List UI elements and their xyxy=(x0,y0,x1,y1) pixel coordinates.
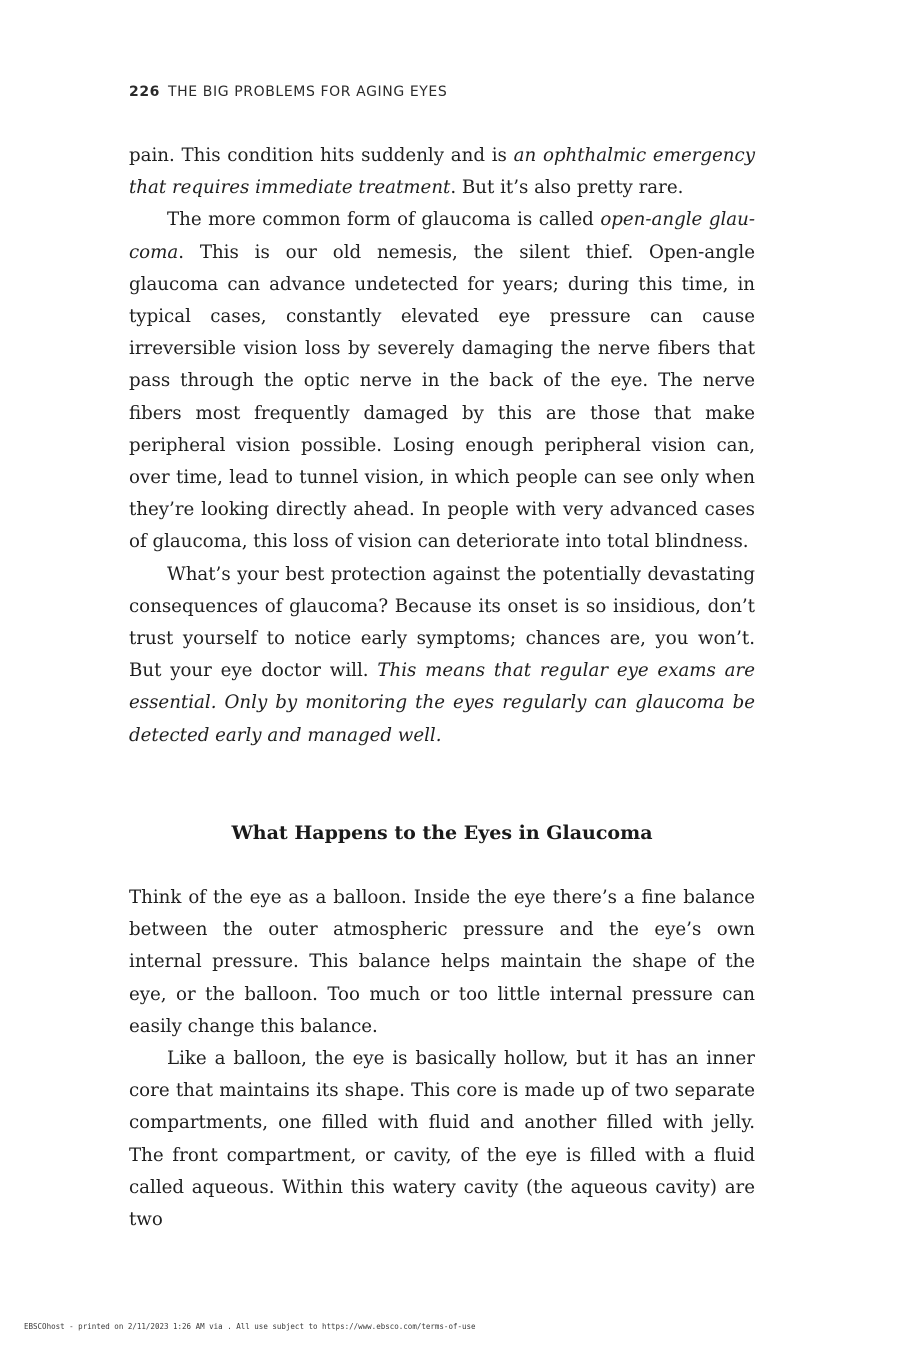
text-run: . But it’s also pretty rare. xyxy=(450,177,684,199)
paragraph xyxy=(129,140,755,204)
body-text-top xyxy=(129,140,755,752)
text-run: Think of the eye as a balloon. Inside the eye there’s a fine balance between the outer atmospheric pressure and the eye’s own internal pressure. This balance helps maintain the shape of the eye, or the balloon. Too much or too little internal pressure can easily change this balance. xyxy=(129,887,755,1037)
running-head xyxy=(129,84,447,100)
paragraph xyxy=(129,559,755,752)
italic-run: an ophthalmic emergency that requires immediate treatment xyxy=(129,145,755,199)
italic-run: open-angle glaucoma xyxy=(129,209,755,263)
text-run: Like a balloon, the eye is basically hollow, but it has an inner core that maintains its shape. This core is made up of two separate compartments, one filled with fluid and another filled with jelly. The front compartment, or cavity, of the eye is filled with a fluid called aqueous. Within this watery cavity (the aqueous cavity) are two xyxy=(129,1048,755,1231)
page-number: 226 xyxy=(129,84,161,100)
text-run: The more common form of glaucoma is called xyxy=(167,209,601,231)
body-text-bottom xyxy=(129,882,755,1236)
paragraph xyxy=(129,1043,755,1236)
text-run: What’s your best protection against the potentially devastating consequences of glaucoma? Because its onset is so insidious, don’t trust yourself to notice early symptoms; chances are, you won’t. But your eye doctor will. xyxy=(129,563,755,682)
paragraph xyxy=(129,882,755,1043)
paragraph xyxy=(129,204,755,558)
print-footer: EBSCOhost - printed on 2/11/2023 1:26 AM via . All use subject to https://www.ebsco.com/terms-of-use xyxy=(24,1322,476,1331)
text-run: . This is our old nemesis, the silent thief. Open-angle glaucoma can advance undetected for years; during this time, in typical cases, constantly elevated eye pressure can cause irreversible vision loss by severely damaging the nerve fibers that pass through the optic nerve in the back of the eye. The nerve fibers most frequently damaged by this are those that make peripheral vision possible. Losing enough peripheral vision can, over time, lead to tunnel vision, in which people can see only when they’re looking directly ahead. In people with very advanced cases of glaucoma, this loss of vision can deteriorate into total blindness. xyxy=(129,241,755,553)
text-run: pain. This condition hits suddenly and is xyxy=(129,145,514,166)
section-heading: What Happens to the Eyes in Glaucoma xyxy=(231,822,653,844)
italic-run: This means that regular eye exams are essential. Only by monitoring the eyes regularly can glaucoma be detected early and managed well. xyxy=(129,660,755,746)
running-head-title: THE BIG PROBLEMS FOR AGING EYES xyxy=(168,84,448,100)
